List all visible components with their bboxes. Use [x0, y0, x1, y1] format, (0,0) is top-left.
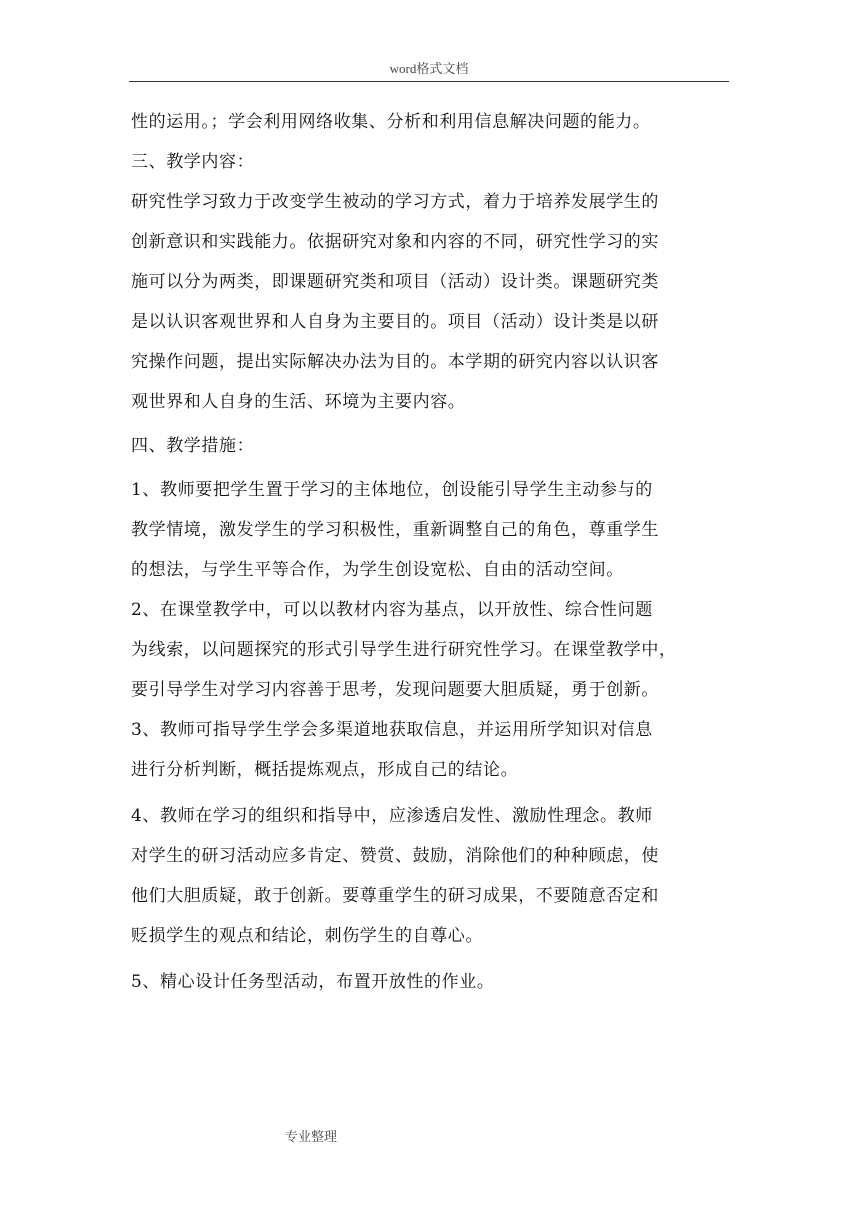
text-line: 进行分析判断，概括提炼观点，形成自己的结论。 — [131, 760, 519, 780]
page-header: word格式文档 — [389, 61, 469, 76]
text-line: 的想法，与学生平等合作，为学生创设宽松、自由的活动空间。 — [131, 560, 624, 580]
section-heading-content: 三、教学内容： — [131, 152, 255, 172]
text-line: 2、在课堂教学中，可以以教材内容为基点，以开放性、综合性问题 — [131, 600, 653, 620]
text-line: 对学生的研习活动应多肯定、赞赏、鼓励，消除他们的种种顾虑，使 — [131, 846, 659, 866]
text-line: 创新意识和实践能力。依据研究对象和内容的不同，研究性学习的实 — [131, 232, 659, 252]
text-line: 1、教师要把学生置于学习的主体地位，创设能引导学生主动参与的 — [131, 480, 653, 500]
text-line: 教学情境，激发学生的学习积极性，重新调整自己的角色，尊重学生 — [131, 520, 659, 540]
text-line: 是以认识客观世界和人自身为主要目的。项目（活动）设计类是以研 — [131, 312, 659, 332]
text-line: 他们大胆质疑，敢于创新。要尊重学生的研习成果，不要随意否定和 — [131, 886, 659, 906]
header-rule — [129, 81, 729, 82]
document-body — [131, 108, 733, 996]
text-line: 5、精心设计任务型活动，布置开放性的作业。 — [131, 972, 495, 992]
text-line: 性的运用。；学会利用网络收集、分析和利用信息解决问题的能力。 — [131, 112, 651, 132]
text-line: 究操作问题，提出实际解决办法为目的。本学期的研究内容以认识客 — [131, 352, 659, 372]
text-line: 3、教师可指导学生学会多渠道地获取信息，并运用所学知识对信息 — [131, 720, 653, 740]
text-line: 贬损学生的观点和结论，刺伤学生的自尊心。 — [131, 926, 483, 946]
text-line: 要引导学生对学习内容善于思考，发现问题要大胆质疑，勇于创新。 — [131, 680, 659, 700]
text-line: 4、教师在学习的组织和指导中，应渗透启发性、激励性理念。教师 — [131, 806, 653, 826]
section-heading-measures: 四、教学措施： — [131, 436, 255, 456]
page-footer: 专业整理 — [285, 1130, 338, 1145]
text-line: 研究性学习致力于改变学生被动的学习方式，着力于培养发展学生的 — [131, 192, 659, 212]
text-line: 观世界和人自身的生活、环境为主要内容。 — [131, 392, 466, 412]
text-line: 施可以分为两类，即课题研究类和项目（活动）设计类。课题研究类 — [131, 272, 659, 292]
text-line: 为线索，以问题探究的形式引导学生进行研究性学习。在课堂教学中， — [131, 640, 677, 660]
